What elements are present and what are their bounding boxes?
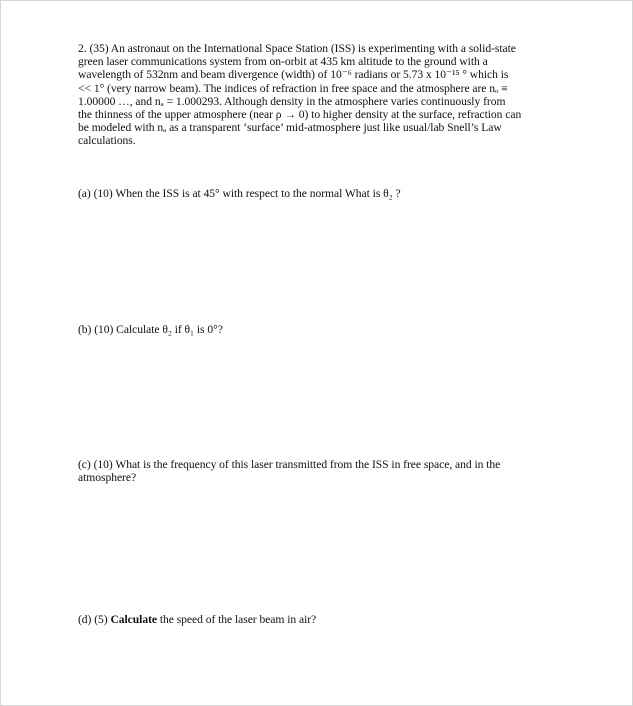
problem-line: wavelength of 532nm and beam divergence (width) of 10⁻⁶ radians or 5.73 x 10⁻¹⁵ ° which is bbox=[78, 68, 509, 82]
problem-line: 1.00000 …, and nₐ = 1.000293. Although density in the atmosphere varies continuously from bbox=[78, 94, 506, 108]
problem-line: be modeled with nₐ as a transparent ‘surface’ mid-atmosphere just like usual/lab Snell’s Law bbox=[78, 121, 502, 135]
problem-line: green laser communications system from on-orbit at 435 km altitude to the ground with a bbox=[78, 55, 488, 69]
question-part-d-prefix: (d) (5) bbox=[78, 613, 111, 626]
question-part-c bbox=[78, 458, 500, 484]
question-part-c-line: atmosphere? bbox=[78, 471, 137, 485]
problem-statement bbox=[78, 42, 556, 148]
question-part-d-bold: Calculate bbox=[110, 613, 157, 626]
question-part-b: (b) (10) Calculate θ₂ if θ₁ is 0°? bbox=[78, 323, 223, 336]
problem-line: << 1° (very narrow beam). The indices of refraction in free space and the atmosphere are nₒ ≡ bbox=[78, 81, 508, 95]
problem-line: 2. (35) An astronaut on the International Space Station (ISS) is experimenting with a solid-state bbox=[78, 42, 516, 55]
question-part-a: (a) (10) When the ISS is at 45° with respect to the normal What is θ₂ ? bbox=[78, 187, 401, 200]
problem-line: calculations. bbox=[78, 134, 136, 148]
question-part-c-line: (c) (10) What is the frequency of this laser transmitted from the ISS in free space, and in the bbox=[78, 458, 501, 471]
question-part-d bbox=[78, 613, 316, 626]
problem-line: the thinness of the upper atmosphere (near ρ → 0) to higher density at the surface, refraction can bbox=[78, 108, 522, 122]
question-part-d-suffix: the speed of the laser beam in air? bbox=[157, 613, 317, 626]
